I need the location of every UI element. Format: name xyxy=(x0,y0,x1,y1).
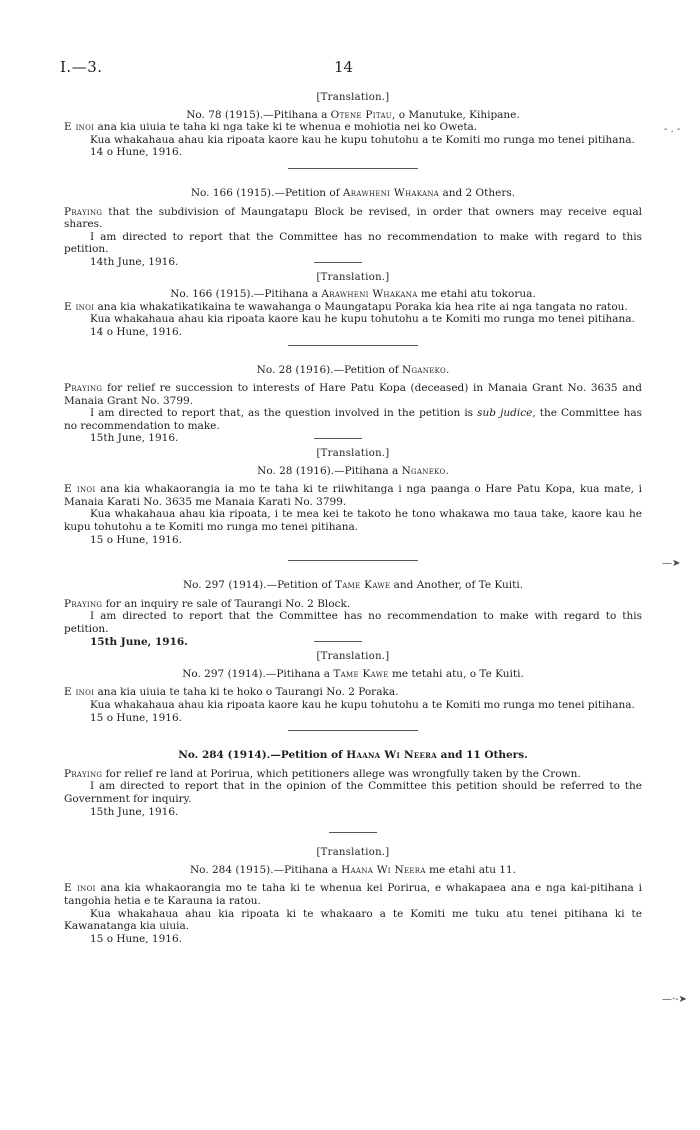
report-date: 15 o Hune, 1916. xyxy=(90,932,182,945)
margin-mark: - . - xyxy=(664,124,681,135)
petition-entry xyxy=(64,579,642,648)
committee-recommendation: Kua whakahaua ahau kia ripoata kaore kau he kupu tohutohu a te Komiti mo runga mo tenei pitihana. xyxy=(90,133,635,146)
translation-label: [Translation.] xyxy=(316,92,390,103)
report-date: 14 o Hune, 1916. xyxy=(90,146,182,159)
petition-heading: No. 297 (1914).—Pitihana a Tame Kawe me tetahi atu, o Te Kuiti. xyxy=(182,667,524,680)
committee-recommendation: I am directed to report that the Committee has no recommendation to make with regard to this petition. xyxy=(64,230,642,256)
committee-recommendation: I am directed to report that in the opinion of the Committee this petition should be referred to the Government for inquiry. xyxy=(64,780,642,805)
committee-recommendation: Kua whakahaua ahau kia ripoata, i te mea kei te takoto he tono whakawa mo taua take, kaore kau he kupu tohutohu a te Komiti mo runga mo tenei pitihana. xyxy=(64,508,642,534)
petition-prayer: Praying for relief re land at Porirua, which petitioners allege was wrongfully taken by the Crown. xyxy=(64,767,581,780)
translation-label: [Translation.] xyxy=(316,448,390,460)
petition-prayer: Praying for relief re succession to interests of Hare Patu Kopa (deceased) in Manaia Grant No. 3635 and Manaia Grant No. 3799. xyxy=(64,382,642,407)
margin-mark: —·-➤ xyxy=(662,994,687,1005)
committee-recommendation: Kua whakahaua ahau kia ripoata ki te whakaaro a te Komiti me tuku atu tenei pitihana ki te Kawanatanga kia uiuia. xyxy=(64,907,642,933)
petition-prayer: E inoi ana kia whakaorangia ia mo te taha ki te riiwhitanga i nga paanga o Hare Patu Kopa, kua mate, i Manaia Karati No. 3635 me Manaia Karati No. 3799. xyxy=(64,483,642,508)
translation-label: [Translation.] xyxy=(316,271,390,283)
petition-heading: No. 166 (1915).—Petition of Arawheni Whakana and 2 Others. xyxy=(190,186,516,199)
report-date: 15 o Hune, 1916. xyxy=(90,533,182,546)
report-date: 15 o Hune, 1916. xyxy=(90,711,182,724)
paper-reference: I.—3. xyxy=(60,58,103,76)
petition-heading: No. 78 (1915).—Pitihana a Otene Pitau, o Manutuke, Kihipane. xyxy=(186,108,520,121)
petition-heading: No. 166 (1915).—Pitihana a Arawheni Whakana me etahi atu tokorua. xyxy=(170,288,536,301)
report-date: 14 o Hune, 1916. xyxy=(90,325,182,338)
translation-label: [Translation.] xyxy=(316,651,390,663)
petition-heading: No. 28 (1916).—Pitihana a Nganeko. xyxy=(257,464,449,477)
petition-entry xyxy=(64,864,642,946)
petition-entry xyxy=(64,364,642,446)
report-date: 14th June, 1916. xyxy=(90,255,179,268)
margin-mark: —➤ xyxy=(662,558,681,569)
page-number: 14 xyxy=(334,58,354,76)
petition-heading: No. 284 (1914).—Petition of Haana Wi Neera and 11 Others. xyxy=(178,749,528,762)
committee-recommendation: Kua whakahaua ahau kia ripoata kaore kau he kupu tohutohu a te Komiti mo runga mo tenei pitihana. xyxy=(90,313,635,326)
committee-recommendation: I am directed to report that, as the question involved in the petition is sub judice, the Committee has no recommendation to make. xyxy=(64,407,642,432)
translation-label: [Translation.] xyxy=(316,847,390,859)
petition-entry xyxy=(64,109,642,159)
petition-prayer: E inoi ana kia uiuia te taha ki nga take ki te whenua e mohiotia nei ko Oweta. xyxy=(64,121,478,134)
petition-prayer: Praying for an inquiry re sale of Taurangi No. 2 Block. xyxy=(64,597,351,610)
petition-entry xyxy=(64,465,642,547)
petition-prayer: E inoi ana kia whakaorangia mo te taha ki te whenua kei Porirua, e whakapaea ana e nga kai-pitihana i tangohia hetia e te Karauna ia ratou. xyxy=(64,882,642,907)
petition-heading: No. 28 (1916).—Petition of Nganeko. xyxy=(256,363,450,376)
petition-heading: No. 297 (1914).—Petition of Tame Kawe and Another, of Te Kuiti. xyxy=(182,579,524,592)
report-date: 15th June, 1916. xyxy=(90,805,179,818)
petition-entry xyxy=(64,668,642,724)
petition-prayer: E inoi ana kia uiuia te taha ki te hoko o Taurangi No. 2 Poraka. xyxy=(64,686,399,699)
petition-entry xyxy=(64,288,642,338)
document-body xyxy=(64,92,642,945)
petition-heading: No. 284 (1915).—Pitihana a Haana Wi Neera me etahi atu 11. xyxy=(189,863,517,876)
petition-entry xyxy=(64,749,642,818)
report-date: 15th June, 1916. xyxy=(90,432,179,445)
petition-prayer: Praying that the subdivision of Maungatapu Block be revised, in order that owners may receive equal shares. xyxy=(64,205,642,231)
petition-entry xyxy=(64,187,642,269)
petition-prayer: E inoi ana kia whakatikatikaina te wawahanga o Maungatapu Poraka kia hea rite ai nga tangata no ratou. xyxy=(64,300,628,313)
committee-recommendation: I am directed to report that the Committee has no recommendation to make with regard to this petition. xyxy=(64,610,642,635)
committee-recommendation: Kua whakahaua ahau kia ripoata kaore kau he kupu tohutohu a te Komiti mo runga mo tenei pitihana. xyxy=(90,698,635,711)
report-date: 15th June, 1916. xyxy=(90,635,188,648)
